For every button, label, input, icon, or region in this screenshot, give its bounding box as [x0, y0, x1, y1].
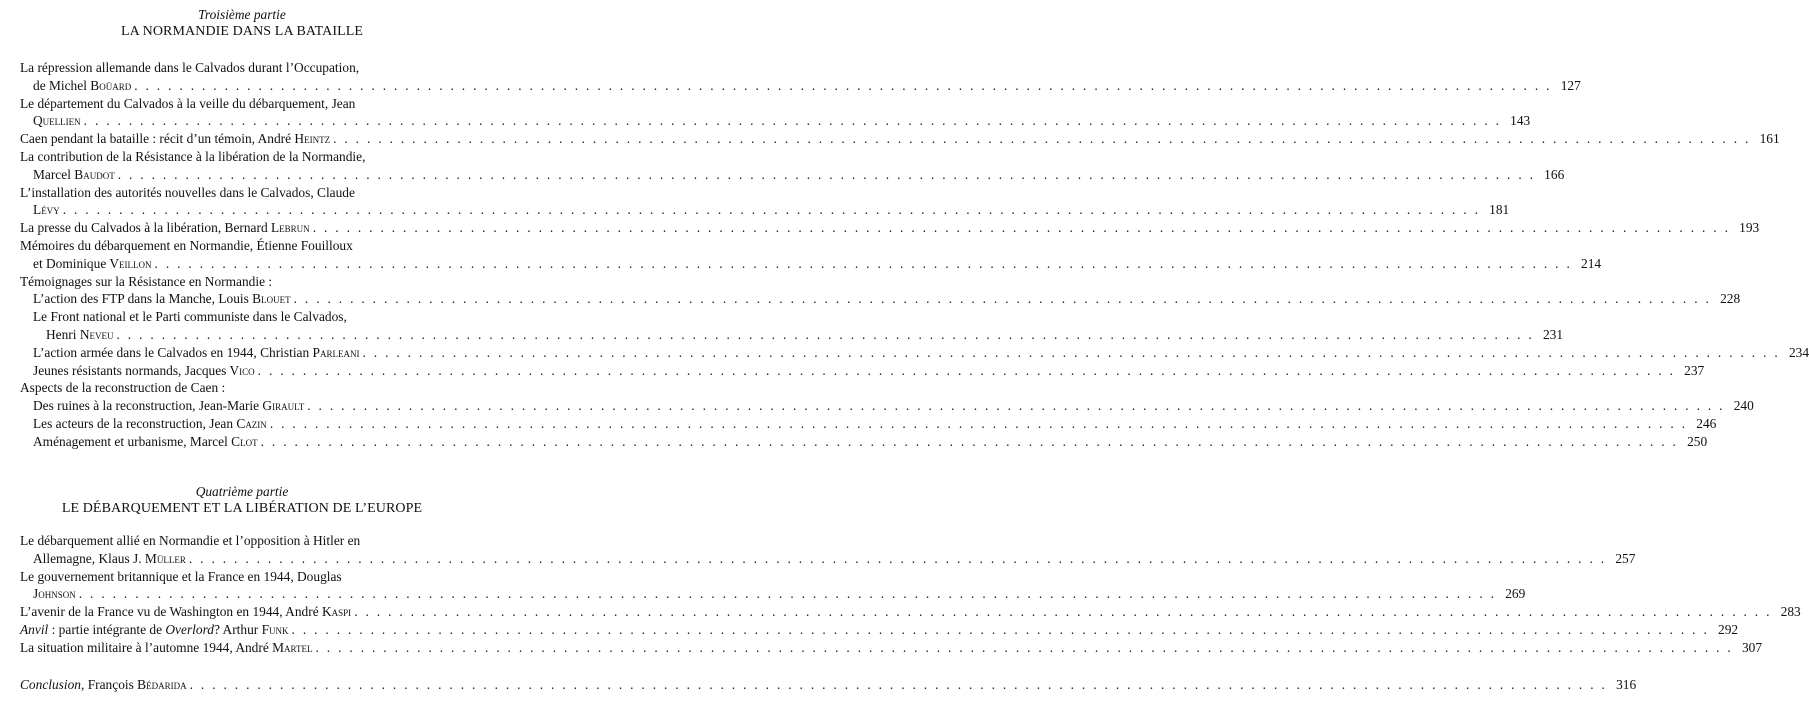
- leader-dots: [292, 621, 1710, 639]
- author-surname: arleani: [319, 344, 360, 360]
- page-number: 234: [1788, 344, 1809, 360]
- toc-entry: [20, 290, 1741, 308]
- entry-title-line: L’installation des autorités nouvelles dans le Calvados, Claude: [20, 184, 355, 200]
- entry-text: [20, 603, 351, 621]
- entry-text: [33, 290, 291, 308]
- author-surname: oüard: [99, 77, 132, 93]
- entry-text-part: ? Arthur F: [213, 621, 270, 637]
- page-number: 161: [1759, 131, 1780, 147]
- part-three-entries: [20, 59, 1809, 451]
- page-number: 231: [1542, 326, 1564, 342]
- page-number: 269: [1505, 586, 1526, 602]
- author-surname: uellien: [42, 113, 81, 129]
- toc-entry: [20, 621, 1739, 639]
- entry-title-line: Mémoires du débarquement en Normandie, Étienne Fouilloux: [20, 237, 353, 253]
- page-number: 143: [1510, 113, 1531, 129]
- entry-text: [20, 585, 76, 603]
- leader-dots: [333, 130, 1751, 148]
- toc-entry: [20, 148, 1565, 184]
- leader-dots: [79, 585, 1497, 603]
- entry-text: [33, 362, 255, 380]
- entry-text: [20, 255, 152, 273]
- page-number: 181: [1489, 202, 1510, 218]
- entry-text: [20, 219, 310, 237]
- page-number: 283: [1780, 604, 1801, 620]
- page-number: 250: [1687, 433, 1708, 449]
- entry-text-part: Marcel B: [33, 166, 84, 182]
- author-surname: louet: [261, 291, 291, 307]
- entry-text-part: Henri N: [46, 326, 90, 342]
- toc-entry: [20, 308, 1564, 344]
- entry-text: [33, 433, 258, 451]
- entry-last-line: [20, 603, 1801, 621]
- entry-text-part: La situation militaire à l’automne 1944, André M: [20, 639, 285, 655]
- toc-entry: [20, 433, 1708, 451]
- part-three-section: [20, 6, 1809, 451]
- entry-last-line: [20, 255, 1602, 273]
- leader-dots: [189, 550, 1607, 568]
- entry-last-line: [33, 344, 1809, 362]
- author-surname: évy: [41, 202, 60, 218]
- entry-text-part: Caen pendant la bataille : récit d’un témoin, André H: [20, 131, 305, 147]
- entry-text-part: J: [33, 586, 39, 602]
- author-surname: eintz: [304, 131, 331, 147]
- entry-text-part: et Dominique V: [33, 255, 120, 271]
- entry-text: [33, 344, 359, 362]
- part-four-title: LE DÉBARQUEMENT ET LA LIBÉRATION DE L’EUROPE: [61, 501, 423, 516]
- page-number: 316: [1616, 677, 1637, 692]
- entry-text-part: Allemagne, Klaus J. M: [33, 550, 157, 566]
- entry-text: [20, 130, 330, 148]
- leader-dots: [261, 433, 1679, 451]
- entry-last-line: [20, 112, 1531, 130]
- leader-dots: [190, 676, 1608, 694]
- page-number: 127: [1560, 77, 1581, 93]
- leader-dots: [118, 166, 1536, 184]
- entry-text-part: : partie intégrante de: [48, 621, 166, 637]
- entry-text: [33, 397, 304, 415]
- author-surname: ico: [239, 362, 255, 378]
- leader-dots: [270, 415, 1688, 433]
- leader-dots: [63, 201, 1481, 219]
- entry-italic: Anvil: [20, 621, 49, 637]
- leader-dots: [155, 255, 1573, 273]
- toc-entry: [20, 130, 1780, 148]
- toc-entry: [20, 603, 1801, 621]
- page-number: 240: [1733, 398, 1754, 414]
- page-number: 237: [1684, 362, 1705, 378]
- entry-last-line: [33, 326, 1564, 344]
- author-surname: ebrun: [279, 220, 310, 236]
- toc-entry: [20, 219, 1760, 237]
- toc-entry: [20, 59, 1581, 95]
- entry-text: [33, 415, 267, 433]
- entry-last-line: [20, 585, 1526, 603]
- entry-title-line: Le département du Calvados à la veille du débarquement, Jean: [20, 95, 356, 111]
- toc-entry: [20, 415, 1717, 433]
- entry-text: [33, 326, 114, 344]
- leader-dots: [294, 290, 1712, 308]
- entry-last-line: [20, 166, 1565, 184]
- entry-text-part: Aménagement et urbanisme, Marcel C: [33, 433, 241, 449]
- entry-text-part: de Michel B: [33, 77, 100, 93]
- page-number: 166: [1544, 166, 1565, 182]
- entry-text-part: Jeunes résistants normands, Jacques V: [33, 362, 240, 378]
- entry-text-part: Des ruines à la reconstruction, Jean-Marie G: [33, 398, 273, 414]
- entry-last-line: [20, 621, 1739, 639]
- entry-text: [20, 77, 131, 95]
- entry-text: [20, 550, 186, 568]
- entry-title-line: La répression allemande dans le Calvados durant l’Occupation,: [20, 60, 360, 75]
- entry-text-part: L’action armée dans le Calvados en 1944, Christian P: [33, 344, 320, 360]
- entry-last-line: [33, 290, 1741, 308]
- page-number: 307: [1741, 639, 1763, 655]
- leader-dots: [134, 77, 1552, 95]
- leader-dots: [362, 344, 1780, 362]
- author-surname: azin: [245, 415, 267, 431]
- entry-last-line: [33, 415, 1717, 433]
- part-three-title: LA NORMANDIE DANS LA BATAILLE: [120, 24, 364, 39]
- entry-text: [20, 639, 313, 657]
- leader-dots: [313, 219, 1731, 237]
- entry-text-part: Les acteurs de la reconstruction, Jean C: [33, 415, 246, 431]
- entry-text-part: L’avenir de la France vu de Washington en 1944, André K: [20, 604, 332, 620]
- page-number: 228: [1720, 291, 1741, 307]
- entry-text: [20, 621, 289, 639]
- entry-text: [20, 112, 81, 130]
- entry-text-part: L’action des FTP dans la Manche, Louis B: [33, 291, 262, 307]
- toc-entry: [20, 362, 1705, 380]
- entry-text-part: Q: [33, 113, 43, 129]
- entry-italic: Overlord: [165, 621, 214, 637]
- entry-last-line: [20, 201, 1510, 219]
- conclusion-entry: [20, 676, 1637, 694]
- author-surname: eillon: [119, 255, 152, 271]
- entry-title-line: Le Front national et le Parti communiste dans le Calvados,: [33, 309, 347, 325]
- conclusion-author: François B: [84, 677, 147, 692]
- author-surname: irault: [272, 398, 305, 414]
- part-four-section: [20, 483, 1801, 657]
- page-number: 193: [1739, 220, 1760, 236]
- part-four-label: Quatrième partie: [195, 484, 289, 499]
- entry-text: [20, 166, 115, 184]
- entry-title-line: Le gouvernement britannique et la France en 1944, Douglas: [20, 568, 342, 584]
- entry-last-line: [20, 550, 1636, 568]
- toc-entry: [20, 95, 1531, 131]
- author-surname: artel: [284, 639, 313, 655]
- author-surname: unk: [269, 621, 289, 637]
- entry-text-part: La presse du Calvados à la libération, Bernard L: [20, 220, 280, 236]
- page-number: 246: [1696, 415, 1717, 431]
- toc-heading: Témoignages sur la Résistance en Normandie :: [20, 273, 273, 289]
- toc-entry: [20, 397, 1754, 415]
- toc-entry: [20, 532, 1636, 568]
- entry-last-line: [33, 433, 1708, 451]
- toc-entry: [20, 344, 1809, 362]
- page-number: 292: [1718, 621, 1739, 637]
- entry-last-line: [20, 130, 1780, 148]
- part-four-entries: [20, 532, 1801, 657]
- entry-title-line: La contribution de la Résistance à la libération de la Normandie,: [20, 148, 366, 164]
- toc-entry: [20, 568, 1526, 604]
- toc-entry: [20, 237, 1602, 273]
- entry-title-line: Le débarquement allié en Normandie et l’opposition à Hitler en: [20, 533, 361, 548]
- leader-dots: [307, 397, 1725, 415]
- entry-text: [20, 201, 60, 219]
- author-surname: audot: [83, 166, 115, 182]
- conclusion-label: Conclusion,: [20, 677, 85, 692]
- entry-text-part: L: [33, 202, 42, 218]
- entry-last-line: [20, 639, 1763, 657]
- page-number: 214: [1581, 255, 1602, 271]
- part-three-label: Troisième partie: [198, 7, 286, 22]
- author-surname: lot: [240, 433, 258, 449]
- toc-entry: [20, 639, 1763, 657]
- page-number: 257: [1615, 550, 1636, 566]
- author-surname: eveu: [89, 326, 114, 342]
- author-surname: aspi: [331, 604, 352, 620]
- leader-dots: [316, 639, 1734, 657]
- author-surname: üller: [156, 550, 186, 566]
- author-surname: ohnson: [38, 586, 76, 602]
- toc-entry: [20, 273, 464, 291]
- entry-last-line: [20, 77, 1581, 95]
- leader-dots: [354, 603, 1772, 621]
- toc-entry: [20, 379, 464, 397]
- toc-entry: [20, 184, 1510, 220]
- conclusion-author-sc: édarida: [146, 677, 187, 692]
- toc-heading: Aspects de la reconstruction de Caen :: [20, 380, 226, 396]
- entry-last-line: [33, 397, 1754, 415]
- leader-dots: [117, 326, 1535, 344]
- leader-dots: [84, 112, 1502, 130]
- entry-last-line: [33, 362, 1705, 380]
- entry-last-line: [20, 219, 1760, 237]
- leader-dots: [258, 362, 1676, 380]
